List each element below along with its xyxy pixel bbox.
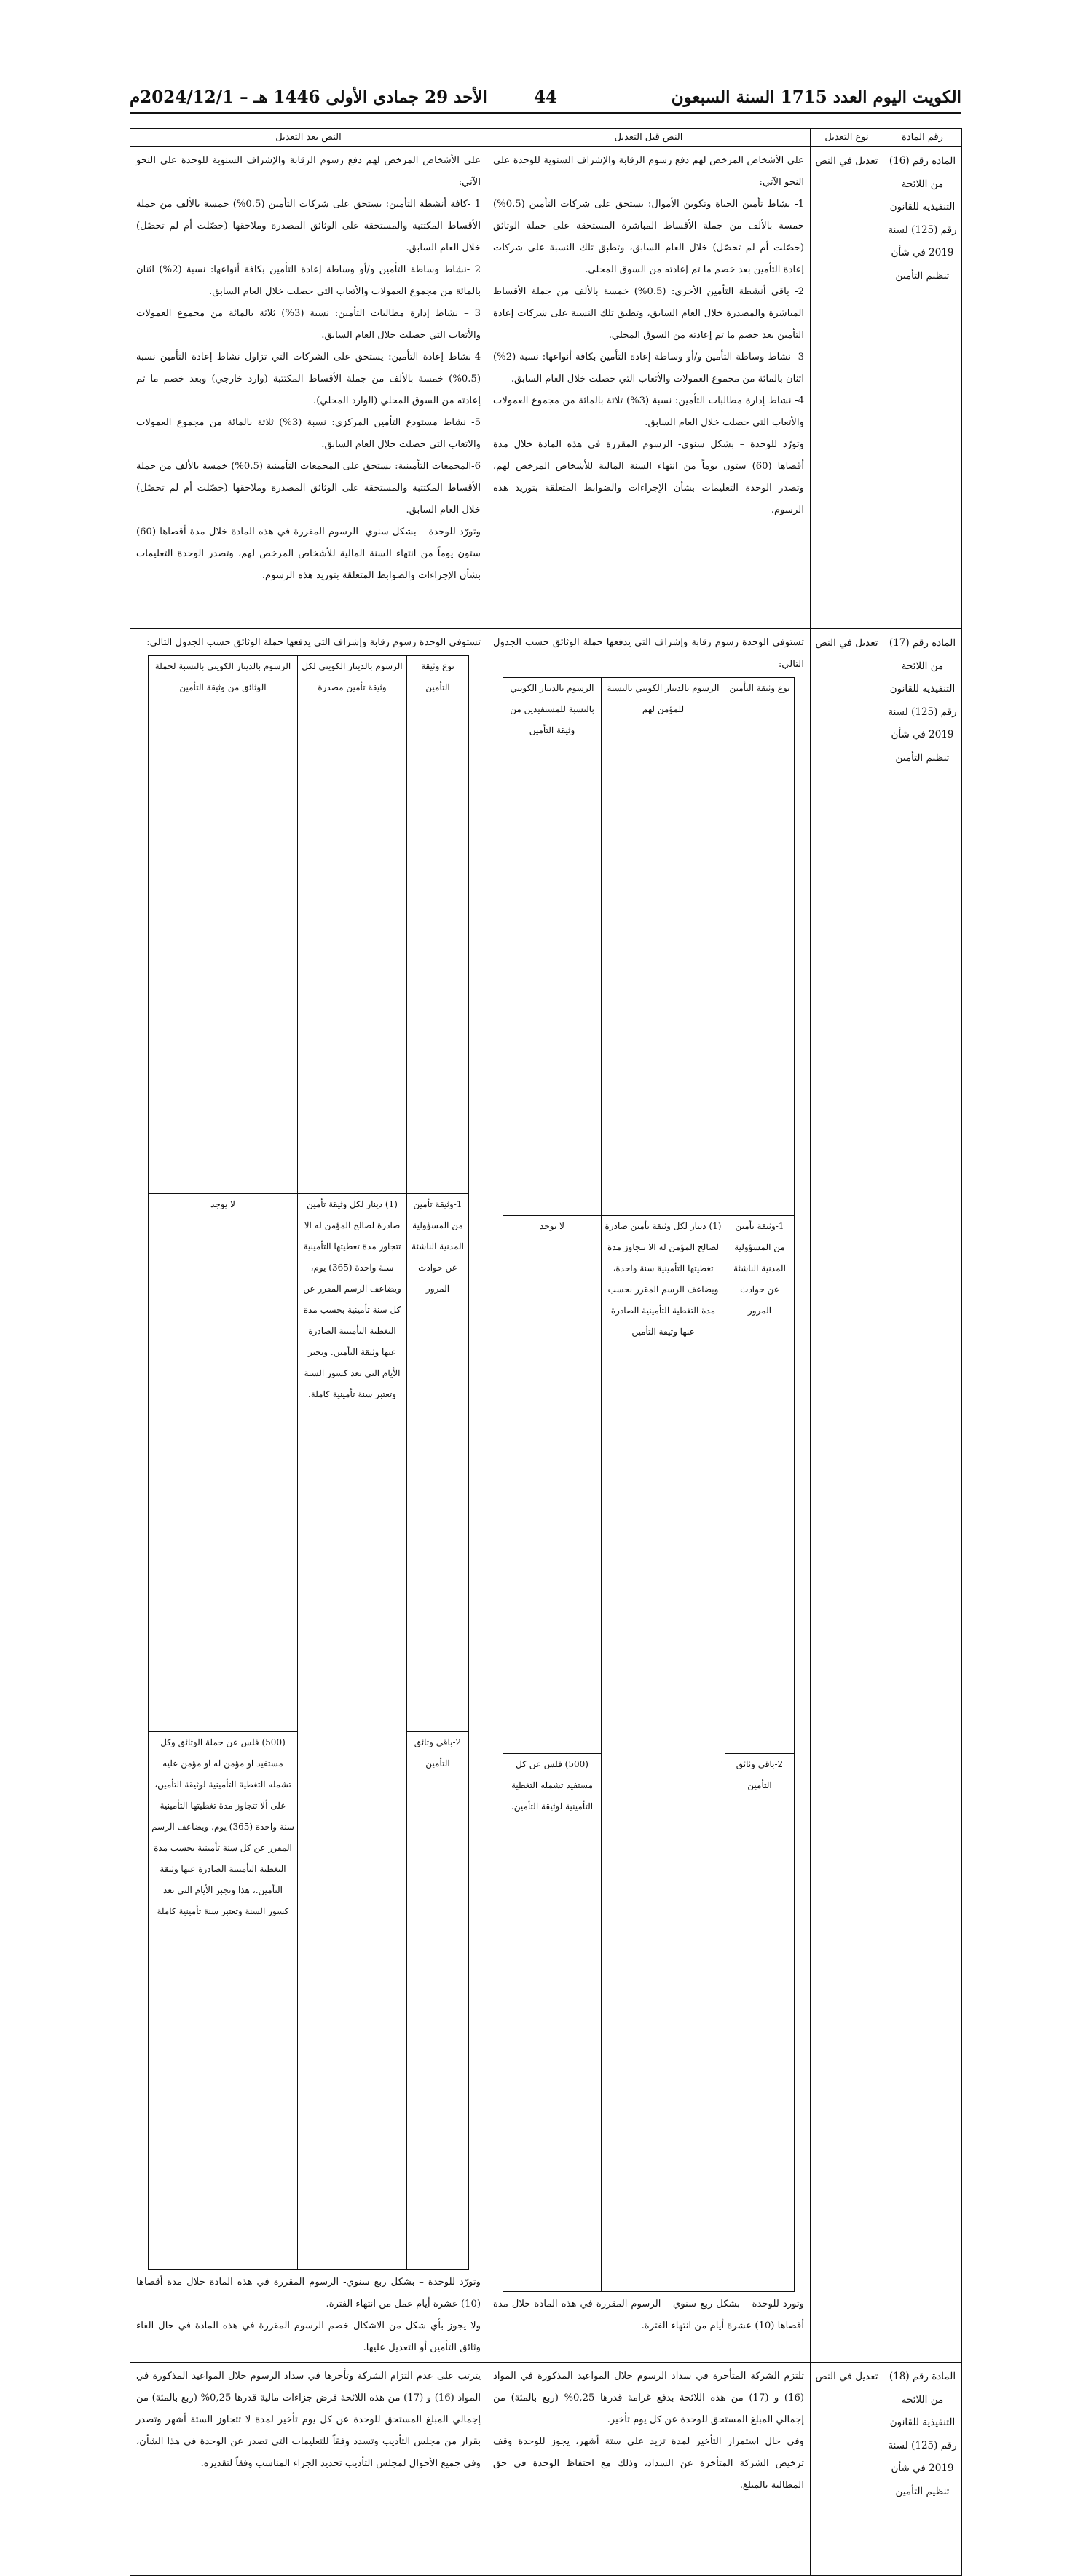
paragraph: وتورد للوحدة – بشكل ربع سنوي – الرسوم المقررة في هذه المادة خلال مدة أقصاها (10) عشرة أيام من انتهاء الفترة. [493, 2299, 804, 2331]
page-header [130, 86, 961, 114]
gazette-issue: الكويت اليوم العدد 1715 السنة السبعون [671, 87, 961, 107]
inner-header: الرسوم بالدينار الكويتي بالنسبة للمؤمن لهم [602, 678, 725, 1216]
inner-header: الرسوم بالدينار الكويتي بالنسبة لحملة الوثائق من وثيقة التأمين [149, 656, 298, 1194]
text-before-cell [487, 2363, 811, 2576]
inner-cell: لا يوجد [503, 1216, 602, 1754]
article-cell: المادة رقم (18) من اللائحة التنفيذية للقانون رقم (125) لسنة 2019 في شأن تنظيم التأمين [883, 2363, 962, 2576]
paragraph: 4- نشاط إدارة مطالبات التأمين: نسبة (3%) ثلاثة بالمائة من مجموع العمولات والأتعاب التي حصلت خلال العام السابق. [493, 395, 804, 428]
paragraph: 2- باقي أنشطة التأمين الأخرى: (0.5%) خمسة بالألف من جملة الأقساط المباشرة والمصدرة خلال العام السابق، وتطبق تلك النسبة على شركات إعادة التأمين بعد خصم ما تم إعادته من السوق المحلي. [493, 286, 804, 341]
col-header-type: نوع التعديل [811, 129, 883, 147]
text-before-cell [487, 147, 811, 629]
inner-header: نوع وثيقة التأمين [725, 678, 795, 1216]
paragraph: 3- نشاط وساطة التأمين و/أو وساطة إعادة التأمين بكافة أنواعها: نسبة (2%) اثنان بالمائة من مجموع العمولات والأتعاب التي حصلت خلال العام السابق. [493, 352, 804, 384]
text-after-cell [130, 147, 487, 629]
inner-header-row [149, 656, 469, 1194]
inner-cell: (500) فلس عن كل مستفيد تشمله التغطية التأمينية لوثيقة التأمين. [503, 1754, 602, 2292]
text-after-cell [130, 2363, 487, 2576]
paragraph: 6-المجمعات التأمينية: يستحق على المجمعات التأمينية (0.5%) خمسة بالألف من جملة الأقساط المكتتبة والمستحقة على الوثائق المصدرة وملاحقها (حصّلت أم لم تحصّل) خلال العام السابق. [136, 461, 481, 515]
page-number: 44 [533, 87, 558, 107]
inner-cell: لا يوجد [149, 1194, 298, 1732]
table-row [130, 2363, 962, 2576]
text-after-cell [130, 629, 487, 2363]
paragraph: 3 – نشاط إدارة مطالبات التأمين: نسبة (3%) ثلاثة بالمائة من مجموع العمولات والأتعاب التي حصلت خلال العام السابق. [136, 308, 481, 341]
paragraph: وفي حال استمرار التأخير لمدة تزيد على ستة أشهر، يجوز للوحدة وقف ترخيص الشركة المتأخرة عن السداد، وذلك مع احتفاظ الوحدة في حق المطالبة بالمبلغ. [493, 2436, 804, 2491]
inner-row [149, 1194, 469, 1732]
paragraph: تلتزم الشركة المتأخرة في سداد الرسوم خلال المواعيد المذكورة في المواد (16) و (17) من هذه اللائحة بدفع غرامة قدرها 0,25% (ربع بالمئة) من إجمالي المبلغ المستحق للوحدة عن كل يوم تأخير. [493, 2371, 805, 2425]
paragraph: ولا يجوز بأي شكل من الاشكال خصم الرسوم المقررة في هذه المادة في حال الغاء وثائق التأمين أو التعديل عليها. [136, 2320, 481, 2353]
paragraph: يترتب على عدم التزام الشركة وتأخرها في سداد الرسوم خلال المواعيد المذكورة في المواد (16) و (17) من هذه اللائحة فرض جزاءات مالية قدرها 0,25% (ربع بالمئة) من إجمالي المبلغ المستحق للوحدة عن كل يوم تأخير لمدة لا تتجاوز الستة أشهر وتصدر بقرار من مجلس التأديب وتسدد وفقاً للتعليمات التي تصدر عن الوحدة في هذا الشأن، وفي جميع الأحوال لمجلس التأديب تحديد الجزاء المناسب وفقاً لتقديره. [136, 2371, 481, 2469]
table-row [130, 147, 962, 629]
text-before-cell [487, 629, 811, 2363]
inner-cell: 1-وثيقة تأمين من المسؤولية المدنية الناشئة عن حوادث المرور [407, 1194, 469, 1732]
inner-header: الرسوم بالدينار الكويتي بالنسبة للمستفيدين من وثيقة التأمين [503, 678, 602, 1216]
paragraph: تستوفي الوحدة رسوم رقابة وإشراف التي يدفعها حملة الوثائق حسب الجدول التالي: [493, 637, 804, 670]
inner-cell: (1) دينار لكل وثيقة تأمين صادرة لصالح المؤمن له الا تتجاوز مدة تغطيتها التأمينية سنة واحدة (365) يوم، ويضاعف الرسم المقرر عن كل سنة تأمينية بحسب مدة التغطية التأمينية الصادرة عنها وثيقة التأمين. وتجبر الأيام التي تعد كسور السنة وتعتبر سنة تأمينية كاملة. [298, 1194, 407, 2270]
article-cell: المادة رقم (17) من اللائحة التنفيذية للقانون رقم (125) لسنة 2019 في شأن تنظيم التأمين [883, 629, 962, 2363]
paragraph: 4-نشاط إعادة التأمين: يستحق على الشركات التي تزاول نشاط إعادة التأمين نسبة (0.5%) خمسة بالألف من جملة الأقساط المكتتبة (وارد خارجي) وبعد خصم ما تم إعادته من السوق المحلي (الوارد المحلي). [136, 352, 481, 406]
inner-cell: 2-باقي وثائق التأمين [407, 1732, 469, 2270]
inner-header-row [503, 678, 795, 1216]
paragraph: 2 -نشاط وساطة التأمين و/أو وساطة إعادة التأمين بكافة أنواعها: نسبة (2%) اثنان بالمائة من مجموع العمولات والأتعاب التي حصلت خلال العام السابق. [136, 264, 481, 297]
col-header-after: النص بعد التعديل [130, 129, 487, 147]
col-header-before: النص قبل التعديل [487, 129, 811, 147]
paragraph: 1- نشاط تأمين الحياة وتكوين الأموال: يستحق على شركات التأمين (0.5%) خمسة بالألف من جملة الأقساط المباشرة المستحقة على حملة الوثائق (حصّلت أم لم تحصّل) خلال العام السابق، وتطبق تلك النسبة على شركات إعادة التأمين بعد خصم ما تم إعادته من السوق المحلي. [493, 199, 804, 275]
fees-table-after [148, 655, 469, 2270]
table-row [130, 629, 962, 2363]
paragraph: وتورّد للوحدة – بشكل سنوي- الرسوم المقررة في هذه المادة خلال مدة أقصاها (60) ستون يوماً من انتهاء السنة المالية للأشخاص المرخص لهم، وتصدر الوحدة التعليمات بشأن الإجراءات والضوابط المتعلقة بتوريد هذه الرسوم. [493, 439, 804, 515]
paragraph: وتورّد للوحدة – بشكل سنوي- الرسوم المقررة في هذه المادة خلال مدة أقصاها (60) ستون يوماً من انتهاء السنة المالية للأشخاص المرخص لهم، وتصدر الوحدة التعليمات بشأن الإجراءات والضوابط المتعلقة بتوريد هذه الرسوم. [136, 526, 481, 581]
inner-cell: (1) دينار لكل وثيقة تأمين صادرة لصالح المؤمن له الا تتجاوز مدة تغطيتها التأمينية سنة واحدة، ويضاعف الرسم المقرر بحسب مدة التغطية التأمينية الصادرة عنها وثيقة التأمين [602, 1216, 725, 2292]
paragraph: على الأشخاص المرخص لهم دفع رسوم الرقابة والإشراف السنوية للوحدة على النحو الآتي: [136, 155, 481, 188]
amendment-type-cell: تعديل في النص [811, 629, 883, 2363]
inner-header: الرسوم بالدينار الكويتي لكل وثيقة تأمين مصدرة [298, 656, 407, 1194]
paragraph: تستوفي الوحدة رسوم رقابة وإشراف التي يدفعها حملة الوثائق حسب الجدول التالي: [146, 637, 481, 648]
paragraph: على الأشخاص المرخص لهم دفع رسوم الرقابة والإشراف السنوية للوحدة على النحو الآتي: [493, 155, 804, 188]
amendments-table [130, 128, 962, 2576]
amendment-type-cell: تعديل في النص [811, 147, 883, 629]
amendment-type-cell: تعديل في النص [811, 2363, 883, 2576]
table-header-row [130, 129, 962, 147]
paragraph: وتورّد للوحدة – بشكل ربع سنوي- الرسوم المقررة في هذه المادة خلال مدة أقصاها (10) عشرة أيام عمل من انتهاء الفترة. [136, 2277, 481, 2310]
inner-cell: 2-باقي وثائق التأمين [725, 1754, 795, 2292]
fees-table-before [503, 677, 795, 2292]
inner-cell: 1-وثيقة تأمين من المسؤولية المدنية الناشئة عن حوادث المرور [725, 1216, 795, 1754]
inner-header: نوع وثيقة التأمين [407, 656, 469, 1194]
issue-date: الأحد 29 جمادى الأولى 1446 هـ – 2024/12/1م [130, 87, 487, 107]
col-header-article: رقم المادة [883, 129, 962, 147]
inner-row [503, 1216, 795, 1754]
paragraph: 1 -كافة أنشطة التأمين: يستحق على شركات التأمين (0.5%) خمسة بالألف من جملة الأقساط المكتتبة والمستحقة على الوثائق المصدرة وملاحقها (حصّلت أم لم تحصّل) خلال العام السابق. [136, 199, 481, 253]
paragraph: 5- نشاط مستودع التأمين المركزي: نسبة (3%) ثلاثة بالمائة من مجموع العمولات والاتعاب التي حصلت خلال العام السابق. [136, 417, 481, 450]
article-cell: المادة رقم (16) من اللائحة التنفيذية للقانون رقم (125) لسنة 2019 في شأن تنظيم التأمين [883, 147, 962, 629]
inner-cell: (500) فلس عن حملة الوثائق وكل مستفيد او مؤمن له او مؤمن عليه تشمله التغطية التأمينية لوثيقة التأمين، على ألا تتجاوز مدة تغطيتها التأمينية سنة واحدة (365) يوم، ويضاعف الرسم المقرر عن كل سنة تأمينية بحسب مدة التغطية التأمينية الصادرة عنها وثيقة التأمين.، هذا وتجبر الأيام التي تعد كسور السنة وتعتبر سنة تأمينية كاملة [149, 1732, 298, 2270]
